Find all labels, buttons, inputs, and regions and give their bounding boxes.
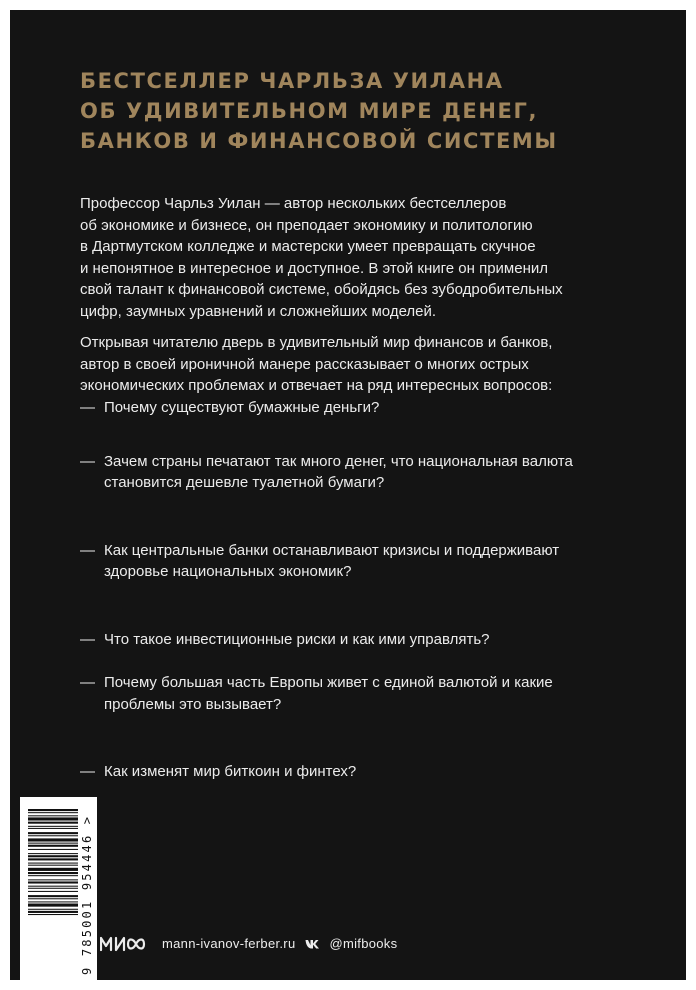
social-handle-link[interactable]: @mifbooks [329, 936, 398, 951]
lead-line: автор в своей ироничной манере рассказывает о многих острых [80, 355, 529, 373]
dash-bullet: — [80, 452, 95, 470]
headline-line: БЕСТСЕЛЛЕР ЧАРЛЬЗА УИЛАНА [80, 69, 504, 93]
dash-bullet: — [80, 399, 95, 416]
intro-line: об экономике и бизнесе, он преподает экономику и политологию [80, 216, 533, 234]
intro-line: цифр, заумных уравнений и сложнейших моделей. [80, 302, 437, 320]
isbn-barcode [20, 797, 97, 980]
question-item [80, 540, 660, 583]
question-item [80, 761, 660, 783]
intro-line: свой талант к финансовой системе, обойдясь без зубодробительных [80, 281, 563, 298]
mif-logo [100, 935, 146, 953]
question-text: Почему существуют бумажные деньги? [104, 399, 380, 416]
lead-line: экономических проблемах и отвечает на ряд интересных вопросов: [80, 377, 553, 394]
intro-line: Профессор Чарльз Уилан — автор нескольких бестселлеров [80, 195, 507, 212]
question-text: Зачем страны печатают так много денег, что национальная валюта [104, 452, 573, 470]
question-text: Как центральные банки останавливают кризисы и поддерживают [104, 541, 560, 559]
headline [80, 66, 660, 156]
headline-line: ОБ УДИВИТЕЛЬНОМ МИРЕ ДЕНЕГ, [80, 99, 539, 123]
question-item [80, 451, 660, 494]
question-text: здоровье национальных экономик? [104, 563, 352, 580]
question-text: становится дешевле туалетной бумаги? [104, 474, 385, 491]
dash-bullet: — [80, 541, 95, 559]
question-list [80, 397, 660, 780]
question-item [80, 397, 660, 419]
question-item [80, 672, 660, 715]
question-text: Как изменят мир биткоин и финтех? [104, 763, 357, 780]
question-text: Почему большая часть Европы живет с единой валютой и какие [104, 674, 553, 691]
dash-bullet: — [80, 674, 95, 691]
intro-paragraph [80, 193, 660, 322]
back-cover [10, 10, 686, 980]
barcode-digits: 9 785001 954446 > [80, 814, 94, 975]
barcode-bars [28, 805, 78, 965]
dash-bullet: — [80, 763, 95, 780]
intro-line: в Дартмутском колледже и мастерски умеет превращать скучное [80, 238, 536, 255]
lead-paragraph [80, 332, 660, 397]
lead-line: Открывая читателю дверь в удивительный мир финансов и банков, [80, 334, 553, 351]
question-item [80, 629, 660, 651]
dash-bullet: — [80, 630, 95, 648]
question-text: проблемы это вызывает? [104, 695, 282, 713]
intro-line: и непонятное в интересное и доступное. В этой книге он применил [80, 259, 548, 277]
question-text: Что такое инвестиционные риски и как ими управлять? [104, 630, 490, 648]
vk-icon[interactable] [305, 939, 321, 949]
website-link[interactable]: mann-ivanov-ferber.ru [162, 936, 296, 951]
headline-line: БАНКОВ И ФИНАНСОВОЙ СИСТЕМЫ [80, 129, 558, 153]
footer [100, 935, 397, 953]
